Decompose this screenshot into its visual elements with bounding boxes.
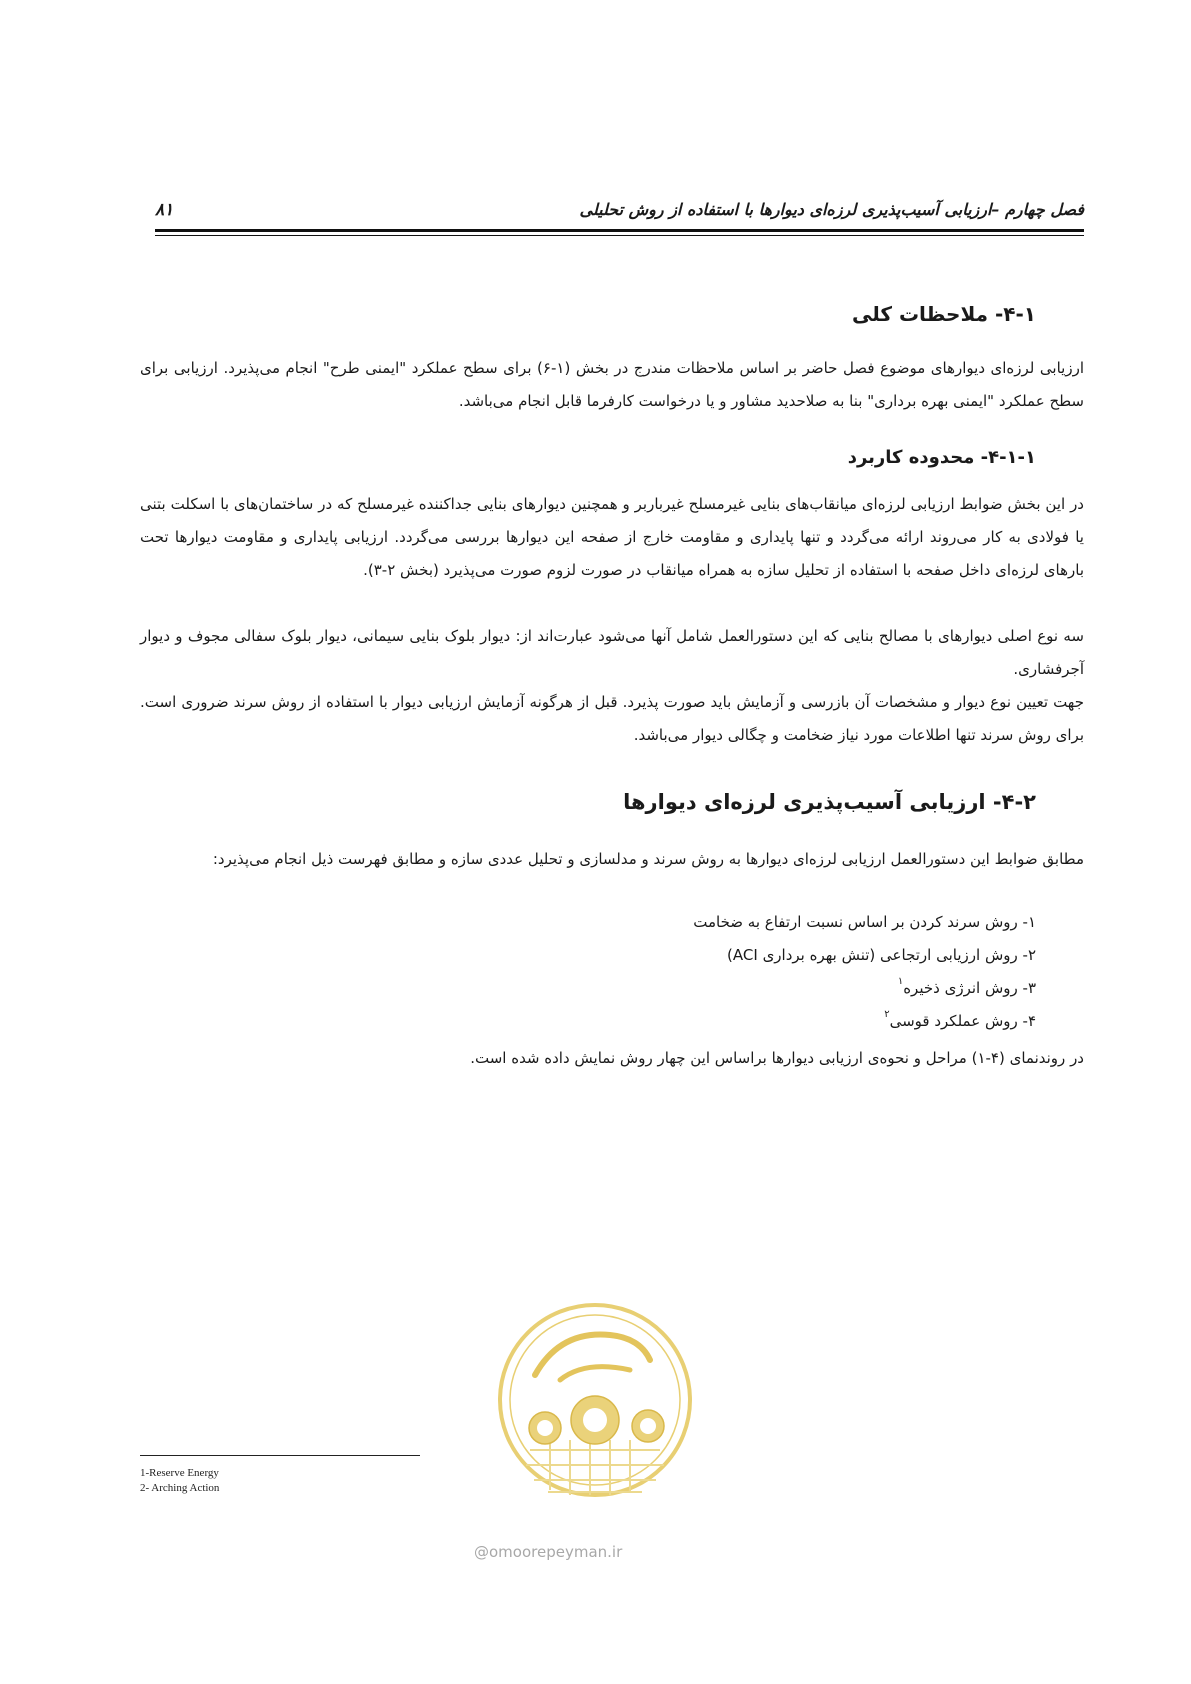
footnotes	[140, 1466, 219, 1496]
watermark-logo	[490, 1280, 700, 1550]
list-item	[693, 913, 1036, 931]
paragraph-scope-1: در این بخش ضوابط ارزیابی لرزه‌ای میانقاب‌های بنایی غیرمسلح غیرباربر و همچنین دیوارهای بنایی جداکننده غیرمسلح که در ساختمان‌های با اسکلت بتنی یا فولادی به کار می‌روند ارائه می‌گردد و تنها پایداری و مقاومت خارج از صفحه این دیوارها بررسی می‌گردد. ارزیابی پایداری و مقاومت دیوارها تحت بارهای لرزه‌ای داخل صفحه با استفاده از تحلیل سازه به همراه میانقاب در صورت لزوم صورت می‌پذیرد (بخش ۲-۳).	[140, 495, 1084, 579]
running-header	[155, 200, 1084, 230]
list-item-text: ۱- روش سرند کردن بر اساس نسبت ارتفاع به ضخامت	[693, 913, 1036, 931]
list-item	[727, 946, 1036, 964]
list-item	[897, 976, 1036, 997]
list-item-text: ۳- روش انرژی ذخیره	[903, 979, 1036, 997]
footnote-2: 2- Arching Action	[140, 1482, 220, 1494]
footnote-separator	[140, 1455, 420, 1456]
watermark-caption: @omoorepeyman.ir	[474, 1543, 623, 1561]
page-number: ۸۱	[155, 200, 174, 220]
footnote-1: 1-Reserve Energy	[140, 1467, 219, 1479]
footnote-marker: ۲	[884, 1009, 890, 1020]
list-item-text: ۴- روش عملکرد قوسی	[889, 1012, 1036, 1030]
list-item	[884, 1009, 1036, 1030]
chapter-title: فصل چهارم –ارزیابی آسیب‌پذیری لرزه‌ای دیوارها با استفاده از روش تحلیلی	[579, 200, 1084, 219]
paragraph-assessment-intro: مطابق ضوابط این دستورالعمل ارزیابی لرزه‌ای دیوارها به روش سرند و مدلسازی و تحلیل عددی سازه و مطابق فهرست ذیل انجام می‌پذیرد:	[212, 850, 1084, 868]
section-heading-scope: ۴-۱-۱- محدوده کاربرد	[847, 447, 1036, 468]
paragraph-general: ارزیابی لرزه‌ای دیوارهای موضوع فصل حاضر بر اساس ملاحظات مندرج در بخش (۱-۶) برای سطح عملکرد "ایمنی طرح" انجام می‌پذیرد. ارزیابی برای سطح عملکرد "ایمنی بهره برداری" بنا به صلاحدید مشاور و یا درخواست کارفرما قابل انجام می‌باشد.	[140, 359, 1084, 410]
paragraph-scope-2: سه نوع اصلی دیوارهای با مصالح بنایی که این دستورالعمل شامل آنها می‌شود عبارت‌اند از: دیوار بلوک بنایی سیمانی، دیوار بلوک سفالی مجوف و دیوار آجرفشاری.	[140, 627, 1084, 678]
paragraph-assessment-closing: در روندنمای (۴-۱) مراحل و نحوه‌ی ارزیابی دیوارها براساس این چهار روش نمایش داده شده است.	[470, 1049, 1084, 1067]
header-rule-thick	[155, 229, 1084, 232]
list-item-text: ۲- روش ارزیابی ارتجاعی (تنش بهره برداری ACI)	[727, 946, 1036, 964]
section-heading-assessment: ۴-۲- ارزیابی آسیب‌پذیری لرزه‌ای دیوارها	[623, 790, 1036, 814]
header-rule-thin	[155, 235, 1084, 236]
section-heading-general: ۴-۱- ملاحظات کلی	[851, 302, 1036, 326]
footnote-marker: ۱	[897, 976, 904, 987]
paragraph-scope-3: جهت تعیین نوع دیوار و مشخصات آن بازرسی و آزمایش باید صورت پذیرد. قبل از هرگونه آزمایش ارزیابی دیوار با استفاده از روش سرند ضروری است. برای روش سرند تنها اطلاعات مورد نیاز ضخامت و چگالی دیوار می‌باشد.	[140, 693, 1084, 744]
